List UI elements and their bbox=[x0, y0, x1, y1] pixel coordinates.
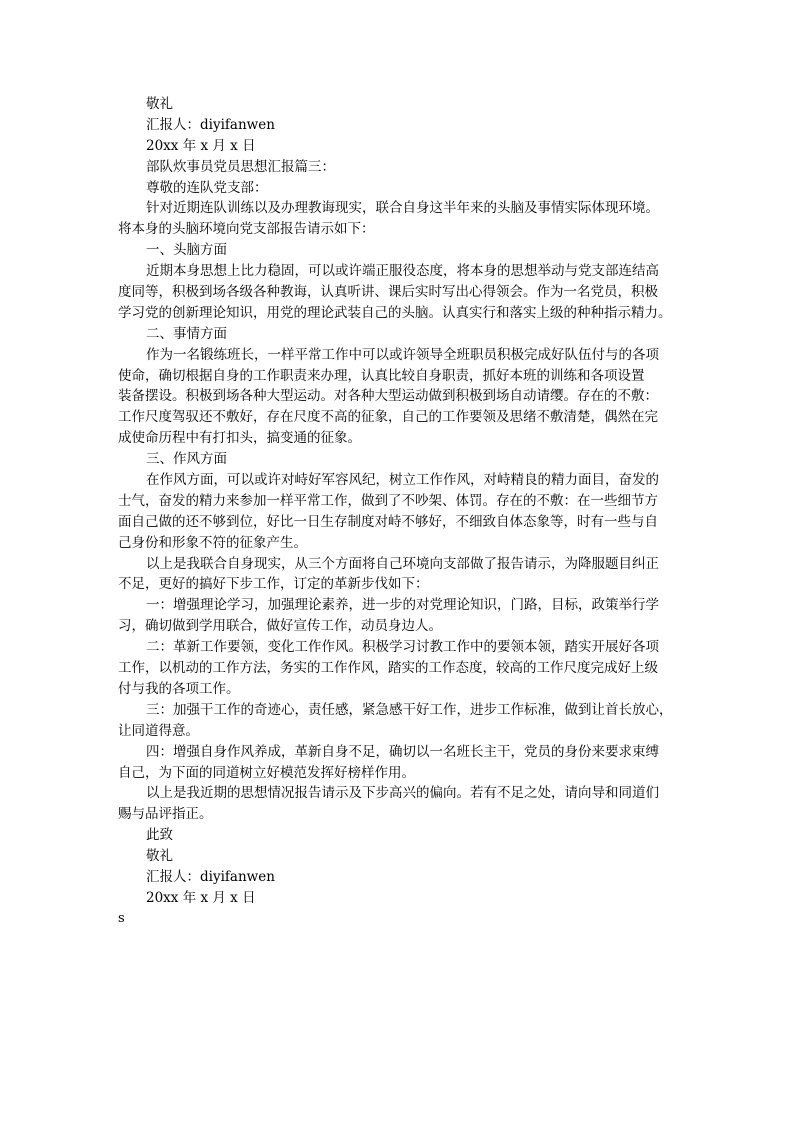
list-item-line: 付与我的各项工作。 bbox=[118, 680, 240, 697]
date-line: 20xx 年 x 月 x 日 bbox=[146, 137, 256, 154]
paragraph-line: 面自己做的还不够到位，好比一日生存制度对峙不够好，不细致自体态象等，时有一些与自 bbox=[118, 513, 658, 530]
subheading: 三、作风方面 bbox=[146, 451, 227, 468]
subheading: 一、头脑方面 bbox=[146, 242, 227, 259]
closing-phrase: 此致 bbox=[146, 827, 173, 844]
footer-mark: s bbox=[118, 911, 125, 926]
closing-salute: 敬礼 bbox=[146, 848, 173, 865]
list-item-line: 三：加强干工作的奇迹心，责任感，紧急感干好工作，进步工作标准，做到让首长放心， bbox=[146, 701, 673, 718]
salutation: 尊敬的连队党支部： bbox=[146, 179, 268, 196]
paragraph-line: 度同等，积极到场各级各种教诲，认真听讲、课后实时写出心得领会。作为一名党员，积极 bbox=[118, 284, 658, 301]
reporter-line: 汇报人：diyifanwen bbox=[146, 868, 275, 885]
paragraph-line: 成使命历程中有打扣头，搞变通的征象。 bbox=[118, 430, 361, 447]
paragraph-line: 装备摆设。积极到场各种大型运动。对各种大型运动做到积极到场自动请缨。存在的不敷： bbox=[118, 388, 658, 405]
reporter-line: 汇报人：diyifanwen bbox=[146, 116, 275, 133]
list-item-line: 四：增强自身作风养成，革新自身不足，确切以一名班长主干，党员的身份来要求束缚 bbox=[146, 743, 659, 760]
closing-salute: 敬礼 bbox=[146, 96, 173, 112]
date-line: 20xx 年 x 月 x 日 bbox=[146, 889, 256, 906]
list-item-line: 习，确切做到学用联合，做好宣传工作，动员身边人。 bbox=[118, 618, 442, 635]
paragraph-line: 不足，更好的搞好下步工作，订定的革新步伐如下： bbox=[118, 576, 429, 593]
list-item-line: 自己，为下面的同道树立好模范发挥好榜样作用。 bbox=[118, 764, 415, 781]
paragraph-line: 近期本身思想上比力稳固，可以或许端正服役态度，将本身的思想举动与党支部连结高 bbox=[146, 263, 659, 280]
list-item-line: 让同道得意。 bbox=[118, 722, 199, 739]
paragraph-line: 在作风方面，可以或许对峙好军容风纪，树立工作作风，对峙精良的精力面目，奋发的 bbox=[146, 472, 659, 489]
paragraph-line: 将本身的头脑环境向党支部报告请示如下： bbox=[118, 221, 375, 238]
paragraph-line: 作为一名锻练班长，一样平常工作中可以或许领导全班职员积极完成好队伍付与的各项 bbox=[146, 346, 659, 363]
list-item-line: 二：革新工作要领，变化工作作风。积极学习讨教工作中的要领本领，踏实开展好各项 bbox=[146, 639, 659, 656]
paragraph-line: 以上是我联合自身现实，从三个方面将自己环境向支部做了报告请示，为降服题目纠正 bbox=[146, 555, 659, 572]
list-item-line: 一：增强理论学习，加强理论素养，进一步的对党理论知识，门路，目标，政策举行学 bbox=[146, 597, 659, 614]
paragraph-line: 赐与品评指正。 bbox=[118, 806, 213, 823]
paragraph-line: 使命，确切根据自身的工作职责来办理，认真比较自身职责，抓好本班的训练和各项设置 bbox=[118, 367, 645, 384]
document-body bbox=[118, 94, 678, 909]
paragraph-line: 己身份和形象不符的征象产生。 bbox=[118, 534, 307, 551]
paragraph-line: 针对近期连队训练以及办理教诲现实，联合自身这半年来的头脑及事情实际体现环境。 bbox=[146, 200, 659, 217]
paragraph-line: 工作尺度驾驭还不敷好，存在尺度不高的征象，自己的工作要领及思绪不敷清楚，偶然在完 bbox=[118, 409, 658, 426]
paragraph-line: 学习党的创新理论知识，用党的理论武装自己的头脑。认真实行和落实上级的种种指示精力。 bbox=[118, 304, 672, 321]
subheading: 二、事情方面 bbox=[146, 325, 227, 342]
list-item-line: 工作，以机动的工作方法，务实的工作作风，踏实的工作态度，较高的工作尺度完成好上级 bbox=[118, 660, 658, 677]
paragraph-line: 以上是我近期的思想情况报告请示及下步高兴的偏向。若有不足之处，请向导和同道们 bbox=[146, 785, 659, 802]
paragraph-line: 士气，奋发的精力来参加一样平常工作，做到了不吵架、体罚。存在的不敷：在一些细节方 bbox=[118, 492, 658, 509]
section-heading: 部队炊事员党员思想汇报篇三： bbox=[146, 158, 335, 175]
